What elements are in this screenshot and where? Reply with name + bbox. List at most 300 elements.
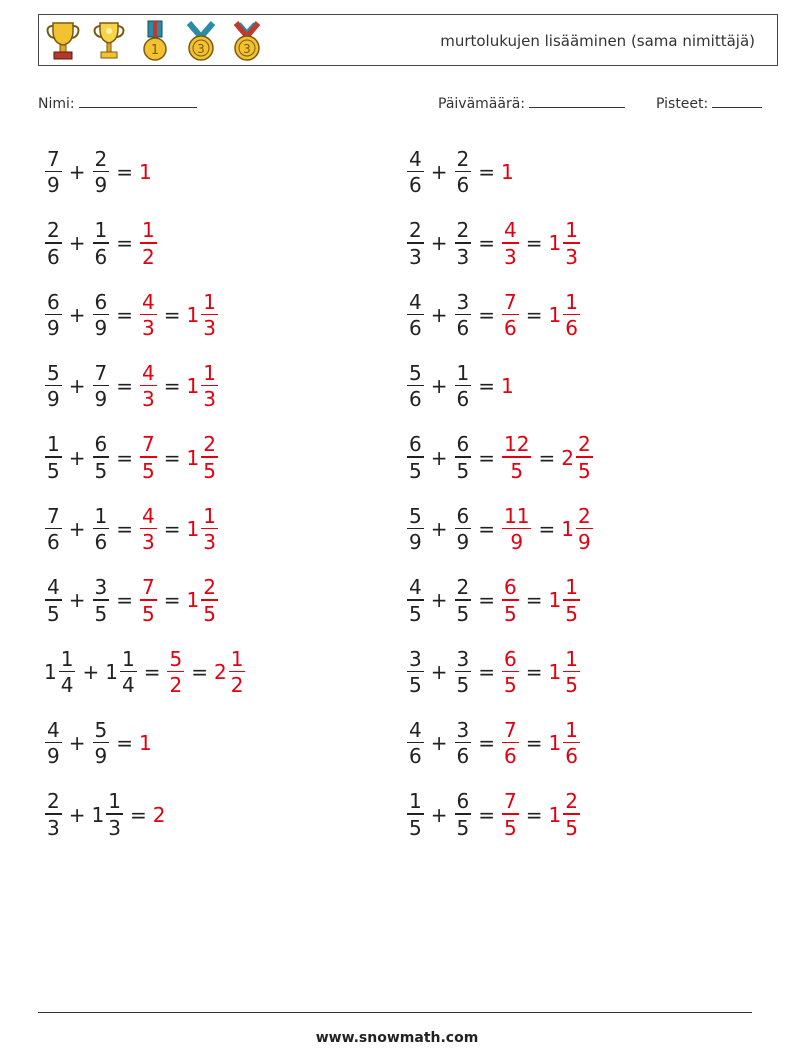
denominator: 5	[456, 815, 470, 840]
equals-sign: =	[478, 802, 495, 827]
numerator: 6	[456, 432, 470, 457]
score-field	[656, 94, 762, 112]
denominator: 5	[456, 458, 470, 483]
denominator: 5	[565, 815, 578, 840]
mixed-number	[561, 503, 593, 555]
fraction	[140, 220, 157, 267]
fraction	[502, 289, 519, 341]
mixed-number	[549, 791, 581, 838]
fraction	[45, 717, 62, 769]
name-field	[38, 94, 197, 112]
fraction	[140, 289, 157, 341]
fraction	[201, 360, 218, 412]
numerator: 4	[409, 575, 422, 600]
numerator: 4	[47, 575, 60, 600]
numerator: 7	[504, 789, 517, 814]
problem-row	[406, 142, 515, 202]
problem-row	[44, 570, 219, 630]
medal-3-icon	[183, 19, 219, 63]
denominator: 9	[47, 387, 60, 412]
mixed-number	[139, 289, 158, 341]
denominator: 6	[456, 744, 470, 769]
fraction	[455, 646, 472, 698]
footer-url: www.snowmath.com	[315, 1030, 479, 1046]
denominator: 6	[409, 173, 422, 198]
problem-row	[406, 570, 581, 630]
plus-sign: +	[430, 659, 448, 684]
denominator: 4	[60, 673, 74, 698]
problem-row	[406, 499, 594, 559]
numerator: 3	[456, 289, 470, 314]
numerator: 5	[47, 360, 60, 385]
numerator: 2	[409, 218, 422, 243]
trophy-gold-icon	[91, 19, 127, 63]
worksheet-title: murtolukujen lisääminen (sama nimittäjä)	[440, 32, 755, 50]
numerator: 7	[142, 575, 155, 600]
svg-text:1: 1	[150, 43, 160, 58]
equals-sign: =	[525, 231, 543, 256]
mixed-number	[561, 434, 593, 481]
numerator: 1	[565, 646, 578, 671]
equals-sign: =	[163, 374, 181, 399]
equals-sign: =	[116, 517, 133, 541]
mixed-number	[92, 360, 111, 412]
equals-sign: =	[116, 445, 133, 470]
problem-row	[44, 428, 219, 488]
numerator: 2	[577, 503, 591, 528]
equals-sign: =	[478, 659, 495, 684]
mixed-number	[44, 791, 63, 838]
whole-part: 1	[548, 302, 562, 327]
problem-row	[44, 499, 219, 559]
fraction	[201, 577, 218, 624]
denominator: 6	[456, 387, 470, 412]
mixed-number	[187, 434, 219, 481]
numerator: 11	[504, 503, 530, 528]
mixed-number	[139, 577, 158, 624]
equals-sign: =	[478, 374, 495, 399]
plus-sign: +	[68, 302, 86, 327]
fraction	[407, 717, 424, 769]
fraction	[576, 503, 593, 555]
numerator: 4	[142, 503, 155, 528]
fraction	[93, 503, 110, 555]
plus-sign: +	[68, 731, 86, 756]
denominator: 2	[169, 673, 183, 698]
mixed-number	[92, 289, 111, 341]
numerator: 1	[203, 503, 216, 528]
whole-part: 1	[561, 517, 574, 541]
numerator: 1	[565, 717, 578, 742]
numerator: 1	[121, 646, 135, 671]
mixed-number	[186, 289, 219, 341]
denominator: 9	[47, 316, 60, 341]
numerator: 2	[47, 218, 60, 243]
mixed-number	[44, 360, 63, 412]
fraction	[140, 434, 157, 481]
fraction	[140, 503, 157, 555]
mixed-number	[105, 646, 137, 698]
mixed-number	[501, 791, 520, 838]
fraction	[93, 717, 110, 769]
denominator: 6	[409, 316, 422, 341]
whole-number	[139, 731, 153, 755]
fraction	[502, 434, 531, 481]
plus-sign: +	[68, 374, 86, 399]
fraction	[563, 220, 580, 267]
numerator: 7	[504, 717, 517, 742]
numerator: 1	[47, 432, 60, 457]
fraction	[455, 503, 472, 555]
mixed-number	[454, 646, 473, 698]
equals-sign: =	[478, 160, 495, 184]
plus-sign: +	[430, 374, 448, 399]
denominator: 6	[409, 744, 422, 769]
denominator: 5	[142, 601, 155, 626]
whole-number	[139, 160, 153, 184]
equals-sign: =	[191, 659, 208, 684]
numerator: 2	[565, 789, 578, 814]
mixed-number	[454, 146, 473, 198]
mixed-number	[501, 577, 520, 624]
mixed-number	[44, 646, 76, 698]
fraction	[502, 220, 519, 267]
mixed-number	[501, 220, 520, 267]
plus-sign: +	[68, 517, 86, 541]
mixed-number	[454, 434, 473, 481]
fraction	[502, 577, 519, 624]
fraction	[229, 646, 246, 698]
mixed-number	[406, 360, 425, 412]
fraction	[93, 289, 110, 341]
equals-sign: =	[116, 588, 133, 613]
whole-part: 1	[91, 802, 105, 827]
mixed-number	[92, 434, 111, 481]
denominator: 5	[47, 601, 60, 626]
fraction	[45, 791, 62, 838]
numerator: 6	[504, 575, 517, 600]
numerator: 6	[409, 432, 422, 457]
denominator: 5	[409, 458, 422, 483]
denominator: 9	[409, 530, 422, 555]
mixed-number	[501, 503, 532, 555]
denominator: 6	[47, 530, 60, 555]
score-label: Pisteet:	[656, 96, 709, 112]
whole-part: 1	[186, 517, 200, 541]
header-box	[38, 14, 778, 66]
plus-sign: +	[430, 445, 448, 470]
fraction	[407, 791, 424, 838]
denominator: 9	[94, 387, 108, 412]
whole-part: 1	[548, 731, 562, 756]
numerator: 1	[409, 789, 422, 814]
mixed-number	[139, 434, 158, 481]
numerator: 1	[456, 360, 470, 385]
equals-sign: =	[116, 374, 133, 399]
mixed-number	[501, 289, 520, 341]
fraction	[407, 220, 424, 267]
date-label: Päivämäärä:	[438, 96, 525, 112]
mixed-number	[406, 289, 425, 341]
denominator: 3	[203, 316, 216, 341]
mixed-number	[187, 577, 219, 624]
fraction	[120, 646, 137, 698]
denominator: 3	[142, 530, 155, 555]
fraction	[201, 503, 218, 555]
denominator: 5	[565, 673, 578, 698]
numerator: 4	[47, 717, 60, 742]
mixed-number	[406, 646, 425, 698]
numerator: 1	[565, 289, 578, 314]
numerator: 1	[94, 218, 108, 243]
name-blank[interactable]	[79, 94, 197, 108]
denominator: 6	[47, 244, 60, 269]
svg-text:3: 3	[197, 42, 205, 56]
whole-number	[501, 160, 515, 184]
plus-sign: +	[82, 659, 100, 684]
equals-sign: =	[163, 445, 181, 470]
fraction	[407, 577, 424, 624]
fraction	[407, 503, 424, 555]
denominator: 6	[504, 744, 517, 769]
whole-part: 2	[561, 445, 574, 470]
fraction	[502, 717, 519, 769]
whole-part: 1	[186, 445, 200, 470]
fraction	[45, 220, 62, 267]
mixed-number	[406, 791, 425, 838]
equals-sign: =	[478, 517, 495, 541]
numerator: 1	[203, 289, 216, 314]
numerator: 5	[94, 717, 108, 742]
denominator: 6	[565, 744, 578, 769]
equals-sign: =	[143, 659, 161, 684]
mixed-number	[92, 717, 111, 769]
fraction	[563, 289, 580, 341]
numerator: 2	[456, 575, 470, 600]
plus-sign: +	[430, 517, 448, 541]
denominator: 3	[47, 815, 60, 840]
problem-row	[406, 428, 594, 488]
numerator: 1	[203, 360, 216, 385]
score-blank[interactable]	[712, 94, 762, 108]
fraction	[140, 577, 157, 624]
equals-sign: =	[525, 731, 543, 756]
problem-row	[44, 785, 166, 845]
mixed-number	[92, 503, 111, 555]
mixed-number	[92, 220, 111, 267]
medal-1-icon	[137, 19, 173, 63]
equals-sign: =	[478, 231, 495, 256]
fraction	[407, 434, 424, 481]
mixed-number	[454, 220, 473, 267]
problem-row	[406, 285, 581, 345]
plus-sign: +	[430, 160, 448, 184]
denominator: 5	[94, 458, 108, 483]
fraction	[455, 146, 472, 198]
denominator: 9	[94, 744, 108, 769]
numerator: 1	[142, 218, 155, 243]
equals-sign: =	[129, 802, 147, 827]
mixed-number	[406, 220, 425, 267]
plus-sign: +	[68, 588, 86, 613]
denominator: 9	[94, 173, 108, 198]
problem-row	[44, 142, 153, 202]
denominator: 6	[456, 173, 470, 198]
equals-sign: =	[525, 588, 543, 613]
mixed-number	[44, 503, 63, 555]
equals-sign: =	[163, 588, 181, 613]
fraction	[563, 646, 580, 698]
whole-number	[153, 803, 167, 827]
numerator: 12	[504, 432, 530, 457]
plus-sign: +	[68, 231, 86, 256]
problem-row	[44, 642, 246, 702]
plus-sign: +	[430, 802, 448, 827]
equals-sign: =	[116, 160, 133, 184]
mixed-number	[44, 717, 63, 769]
mixed-number	[166, 646, 185, 698]
problem-row	[406, 642, 581, 702]
fraction	[455, 434, 472, 481]
mixed-number	[406, 434, 425, 481]
equals-sign: =	[163, 517, 181, 541]
numerator: 4	[142, 289, 155, 314]
denominator: 3	[565, 244, 578, 269]
denominator: 5	[409, 601, 422, 626]
medal-3-icon	[229, 19, 265, 63]
numerator: 7	[504, 289, 517, 314]
denominator: 6	[94, 530, 108, 555]
denominator: 5	[409, 815, 422, 840]
problem-row	[44, 285, 219, 345]
equals-sign: =	[163, 302, 181, 327]
mixed-number	[406, 577, 425, 624]
denominator: 5	[565, 601, 578, 626]
problem-row	[406, 785, 581, 845]
whole-part: 1	[139, 160, 152, 184]
fraction	[93, 146, 110, 198]
denominator: 5	[203, 458, 216, 483]
denominator: 5	[456, 601, 470, 626]
fraction	[455, 717, 472, 769]
mixed-number	[44, 434, 63, 481]
fraction	[407, 646, 424, 698]
mixed-number	[454, 717, 473, 769]
trophy-gold-icon	[45, 19, 81, 63]
mixed-number	[548, 646, 581, 698]
plus-sign: +	[430, 731, 448, 756]
fraction	[45, 289, 62, 341]
denominator: 3	[142, 387, 155, 412]
mixed-number	[501, 434, 532, 481]
denominator: 2	[142, 244, 155, 269]
fraction	[407, 146, 424, 198]
fraction	[563, 577, 580, 624]
denominator: 9	[577, 530, 591, 555]
numerator: 7	[47, 503, 60, 528]
whole-part: 1	[139, 731, 152, 756]
numerator: 7	[47, 146, 60, 171]
plus-sign: +	[430, 302, 448, 327]
numerator: 1	[565, 218, 578, 243]
denominator: 3	[504, 244, 517, 269]
equals-sign: =	[525, 659, 543, 684]
mixed-number	[44, 577, 63, 624]
denominator: 9	[47, 744, 60, 769]
equals-sign: =	[116, 231, 133, 256]
denominator: 5	[47, 458, 60, 483]
numerator: 2	[203, 575, 216, 600]
mixed-number	[454, 360, 473, 412]
mixed-number	[501, 717, 520, 769]
numerator: 7	[94, 360, 108, 385]
date-field	[438, 94, 625, 112]
fraction	[201, 434, 218, 481]
numerator: 4	[409, 717, 422, 742]
denominator: 4	[121, 673, 135, 698]
numerator: 2	[47, 789, 60, 814]
denominator: 2	[230, 673, 244, 698]
mixed-number	[186, 360, 219, 412]
fraction	[106, 791, 123, 838]
whole-part: 1	[44, 659, 57, 684]
fraction	[407, 289, 424, 341]
fraction	[563, 791, 580, 838]
numerator: 7	[142, 432, 155, 457]
mixed-number	[454, 503, 473, 555]
icon-row	[45, 19, 265, 63]
denominator: 5	[456, 673, 470, 698]
fraction	[45, 503, 62, 555]
numerator: 2	[203, 432, 216, 457]
denominator: 9	[456, 530, 470, 555]
numerator: 3	[409, 646, 422, 671]
numerator: 6	[504, 646, 517, 671]
whole-part: 1	[501, 160, 514, 184]
plus-sign: +	[430, 588, 448, 613]
denominator: 6	[565, 316, 578, 341]
mixed-number	[406, 717, 425, 769]
problem-row	[406, 713, 581, 773]
fraction	[455, 791, 472, 838]
svg-text:3: 3	[243, 42, 251, 56]
fraction	[167, 646, 184, 698]
plus-sign: +	[430, 231, 448, 256]
denominator: 5	[510, 458, 524, 483]
numerator: 6	[94, 289, 108, 314]
problem-row	[44, 213, 158, 273]
denominator: 3	[108, 815, 121, 840]
numerator: 6	[456, 503, 470, 528]
whole-part: 1	[186, 302, 200, 327]
fraction	[563, 717, 580, 769]
numerator: 5	[409, 360, 422, 385]
fraction	[201, 289, 218, 341]
numerator: 2	[577, 432, 591, 457]
fraction	[45, 360, 62, 412]
problem-row	[406, 213, 581, 273]
mixed-number	[92, 146, 111, 198]
equals-sign: =	[478, 588, 495, 613]
date-blank[interactable]	[529, 94, 625, 108]
fraction	[93, 434, 110, 481]
whole-part: 1	[548, 802, 562, 827]
plus-sign: +	[68, 445, 86, 470]
numerator: 1	[108, 789, 121, 814]
mixed-number	[139, 220, 158, 267]
denominator: 5	[409, 673, 422, 698]
numerator: 2	[94, 146, 108, 171]
